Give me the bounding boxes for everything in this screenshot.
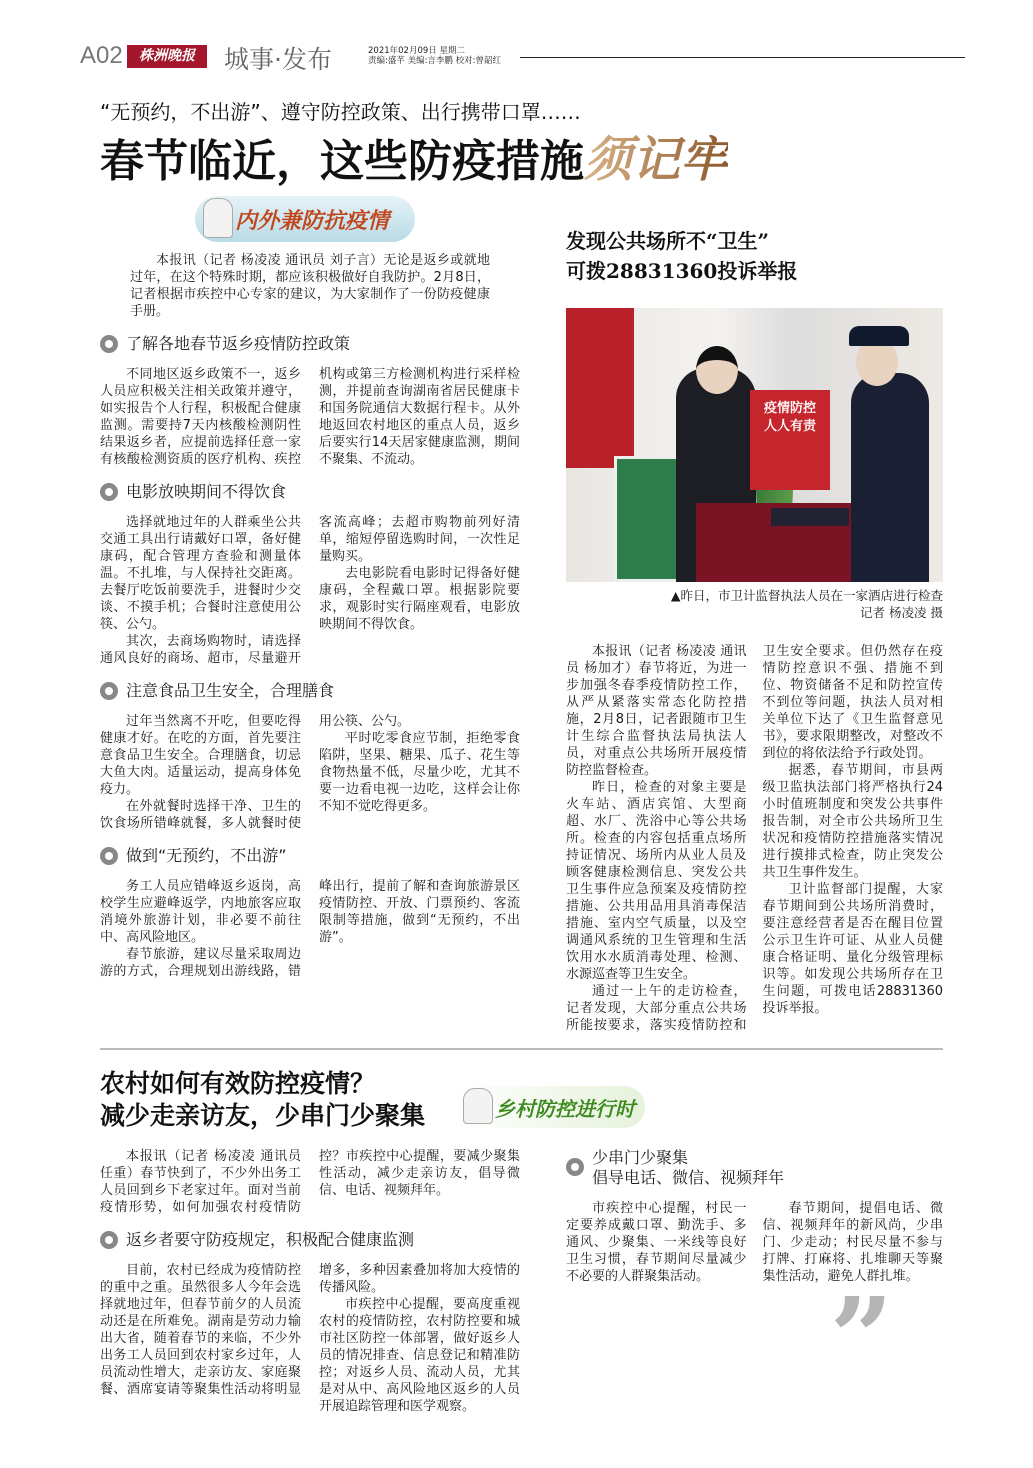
bottom-left xyxy=(100,1132,520,1415)
headline-main: 春节临近，这些防疫措施 xyxy=(100,136,584,187)
headline-line: 农村如何有效防控疫情？ xyxy=(100,1069,376,1098)
heading-line: 倡导电话、微信、视频拜年 xyxy=(592,1168,785,1187)
heading-text: 注意食品卫生安全，合理膳食 xyxy=(126,681,335,700)
section-heading xyxy=(100,1230,520,1250)
paragraph: 昨日，检查的对象主要是火车站、酒店宾馆、大型商超、水厂、洗浴中心等公共场所。检查的内容包括重点场所持证情况、场所内从业人员及顾客健康检测信息、突发公共卫生事件应急预案及疫情防控措施、公共用品用具消毒保洁措施、室内空气质量，以及空调通风系统的卫生管理和生活饮用水水质消毒处理、检测、水源巡查等卫生安全。 xyxy=(566,780,747,982)
ring-bullet-icon xyxy=(100,483,118,501)
sign-text: 人人有责 xyxy=(763,419,816,434)
bottom-story-intro xyxy=(100,1148,520,1216)
paragraph: 去电影院看电影时记得备好健康码，全程戴口罩。根据影院要求，观影时实行隔座观看，电影放映期间不得饮食。 xyxy=(319,566,520,632)
ring-bullet-icon xyxy=(100,1231,118,1249)
ring-bullet-icon xyxy=(100,847,118,865)
right-story-headline xyxy=(566,226,943,286)
photo-caption xyxy=(566,587,943,621)
editors-line: 责编:盛芊 美编:言李鹏 校对:曾韶红 xyxy=(368,56,501,66)
inspector-cap xyxy=(849,326,909,346)
paragraph: 不同地区返乡政策不一，返乡人员应积极关注相关政策并遵守，如实报告个人行程，积极配合健康监测。需要持7天内核酸检测阴性结果返乡者，应提前选择任意一家有核酸检测资质的医疗机构、疾控机构或第三方检测机构进行采样检测，并提前查询湖南省居民健康卡和国务院通信大数据行程卡。从外地返回农村地区的重点人员，返乡后要实行14天居家健康监测，期间不聚集、不流动。 xyxy=(100,367,520,467)
heading-text xyxy=(592,1148,784,1188)
sign-text: 疫情防控 xyxy=(763,401,816,416)
top-story-headline xyxy=(100,132,943,190)
paragraph: 据悉，春节期间，市县两级卫监执法部门将严格执行24小时值班制度和突发公共事件报告制，对全市公共场所卫生状况和疫情防控措施落实情况进行摸排式检查，防止突发公共卫生事件发生。 xyxy=(762,763,943,880)
paragraph: 目前，农村已经成为疫情防控的重中之重。虽然很多人今年会选择就地过年，但春节前夕的人员流动还是在所难免。湖南是劳动力输出大省，随着春节的来临，不少外出务工人员回到农村家乡过年，人员流动性增大，走亲访友、家庭聚餐、酒席宴请等聚集性活动将明显增多，多种因素叠加将加大疫情的传播风险。 xyxy=(100,1263,520,1397)
paragraph: 其次，去商场购物时，请选择通风良好的商场、超市，尽量避开客流高峰；去超市购物前列好清单，缩短停留选购时间，一次性足量购买。 xyxy=(100,515,520,666)
intro-paragraph: 本报讯（记者 杨凌凌 通讯员 任重）春节快到了，不少外出务工人员回到乡下老家过年。面对当前疫情形势，如何加强农村疫情防控？市疾控中心提醒，要减少聚集性活动，减少走亲访友，倡导微信、电话、视频拜年。 xyxy=(100,1149,520,1215)
intro-paragraph: 本报讯（记者 杨凌凌 通讯员 刘子言）无论是返乡或就地过年，在这个特殊时期，都应该积极做好自我防护。2月8日，记者根据市疾控中心专家的建议，为大家制作了一份防疫健康手册。 xyxy=(130,253,490,319)
heading-text: 做到“无预约，不出游” xyxy=(126,846,287,865)
section-title: 城事·发布 xyxy=(224,45,332,74)
quote-mark-icon: ” xyxy=(829,1273,893,1402)
paragraph: 平时吃零食应节制，拒绝零食陷阱，坚果、糖果、瓜子、花生等食物热量不低，尽量少吃，尤其不要一边看电视一边吃，这样会让你不知不觉吃得更多。 xyxy=(319,731,520,814)
sign-board xyxy=(750,390,830,490)
paragraph: 在外就餐时选择干净、卫生的饮食场所错峰就餐，多人就餐时使用公筷、公勺。 xyxy=(100,714,411,831)
headline-line: 可拨28831360投诉举报 xyxy=(566,259,798,283)
paragraph: 市疾控中心提醒，要高度重视农村的疫情防控，农村防控要和城市社区防控一体部署，做好返乡人员的情况排查、信息登记和精准防控；对返乡人员、流动人员，尤其是对从中、高风险地区返乡的人员开展追踪管理和医学观察。 xyxy=(319,1297,520,1414)
ring-bullet-icon xyxy=(100,335,118,353)
story-divider xyxy=(100,1048,943,1050)
top-story xyxy=(100,190,520,980)
paragraph: 本报讯（记者 杨凌凌 通讯员 杨加才）春节将近，为进一步加强冬春季疫情防控工作，从严从紧落实常态化防控措施，2月8日，记者跟随市卫生计生综合监督执法局执法人员，对重点公共场所开展疫情防控监督检查。 xyxy=(566,644,747,778)
section-heading xyxy=(566,1148,943,1188)
caption-text: ▲昨日，市卫计监督执法人员在一家酒店进行检查 xyxy=(670,588,943,603)
woman-head xyxy=(696,346,738,394)
heading-text: 返乡者要守防疫规定，积极配合健康监测 xyxy=(126,1230,415,1249)
section-body xyxy=(100,366,520,468)
bottom-area xyxy=(100,1132,943,1415)
section-heading xyxy=(100,846,520,866)
red-notice-poster xyxy=(566,308,634,468)
section-body xyxy=(100,1262,520,1415)
villager-icon xyxy=(463,1088,493,1124)
medical-worker-icon xyxy=(203,198,233,238)
inspector-figure xyxy=(851,373,929,582)
headline-line: 减少走亲访友，少串门少聚集 xyxy=(100,1101,426,1130)
page-number: A02 xyxy=(80,42,123,69)
heading-text: 电影放映期间不得饮食 xyxy=(126,482,287,501)
header-rule xyxy=(520,57,965,58)
paragraph: 过年当然离不开吃，但要吃得健康才好。在吃的方面，首先要注意食品卫生安全。合理膳食，切忌大鱼大肉。适量运动，提高身体免疫力。 xyxy=(100,714,301,797)
section-heading xyxy=(100,482,520,502)
paragraph: 春节期间，提倡电话、微信、视频拜年的新风尚，少串门、少走动；村民尽量不参与打牌、打麻将、扎堆聊天等聚集性活动，避免人群扎堆。 xyxy=(762,1201,943,1284)
ring-bullet-icon xyxy=(566,1158,584,1176)
paragraph: 卫计监督部门提醒，大家春节期间到公共场所消费时，要注意经营者是否在醒目位置公示卫生许可证、从业人员健康合格证明、量化分级管理标识等。如发现公共场所存在卫生问题，可拨电话28831360投诉举报。 xyxy=(762,882,943,1016)
right-story xyxy=(566,190,943,1034)
heading-text: 了解各地春节返乡疫情防控政策 xyxy=(126,334,351,353)
column-badge xyxy=(195,196,415,242)
issue-date: 2021年02月09日 星期二 xyxy=(368,46,465,56)
ring-bullet-icon xyxy=(100,682,118,700)
paragraph: 春节旅游，建议尽量采取周边游的方式，合理规划出游线路，错峰出行，提前了解和查询旅游景区疫情防控、开放、门票预约、客流限制等措施，做到“无预约，不出游”。 xyxy=(100,879,520,979)
top-story-kicker: “无预约，不出游”、遵守防控政策、出行携带口罩…… xyxy=(100,100,581,124)
page-body xyxy=(100,98,943,1415)
paragraph: 市疾控中心提醒，村民一定要养成戴口罩、勤洗手、多通风、少聚集、一米线等良好卫生习惯，春节期间尽量减少不必要的人群聚集活动。 xyxy=(566,1201,747,1284)
section-body xyxy=(100,878,520,980)
paragraph: 选择就地过年的人群乘坐公共交通工具出行请戴好口罩，备好健康码，配合管理方查验和测量体温。不扎堆，与人保持社交距离。去餐厅吃饭前要洗手，进餐时少交谈、不摸手机；合餐时注意使用公筷、公勺。 xyxy=(100,515,301,632)
issue-meta xyxy=(368,46,501,66)
badge-label: 内外兼防抗疫情 xyxy=(235,208,390,234)
section-heading xyxy=(100,334,520,354)
paragraph: 务工人员应错峰返乡返岗，高校学生应避峰返学，内地旅客应取消境外旅游计划，非必要不前往中、高风险地区。 xyxy=(100,879,301,945)
heading-line: 少串门少聚集 xyxy=(592,1148,689,1167)
right-story-body xyxy=(566,643,943,1034)
column-badge xyxy=(455,1086,645,1128)
folder xyxy=(771,508,849,526)
section-body xyxy=(100,713,520,832)
badge-label: 乡村防控进行时 xyxy=(495,1096,636,1121)
bottom-story-header xyxy=(100,1068,943,1132)
photo-credit: 记者 杨凌凌 摄 xyxy=(860,605,943,620)
section-heading xyxy=(100,681,520,701)
headline-line: 发现公共场所不“卫生” xyxy=(566,229,770,253)
inspection-photo xyxy=(566,308,943,582)
top-area xyxy=(100,190,943,1034)
headline-accent: 须记牢 xyxy=(584,132,729,188)
newspaper-logo: 株洲晚报 xyxy=(127,45,207,68)
bottom-right xyxy=(566,1148,943,1402)
section-body xyxy=(100,514,520,667)
top-story-intro xyxy=(130,252,490,320)
bottom-story-headline xyxy=(100,1068,425,1132)
paragraph: 通过一上午的走访检查，记者发现，大部分重点公共场所能按要求，落实疫情防控和卫生安全要求。但仍然存在疫情防控意识不强、措施不到位、物资储备不足和防控宣传不到位等问题，执法人员对相关单位下达了《卫生监督意见书》，要求限期整改，对整改不到位的将依法给予行政处罚。 xyxy=(566,644,943,1033)
